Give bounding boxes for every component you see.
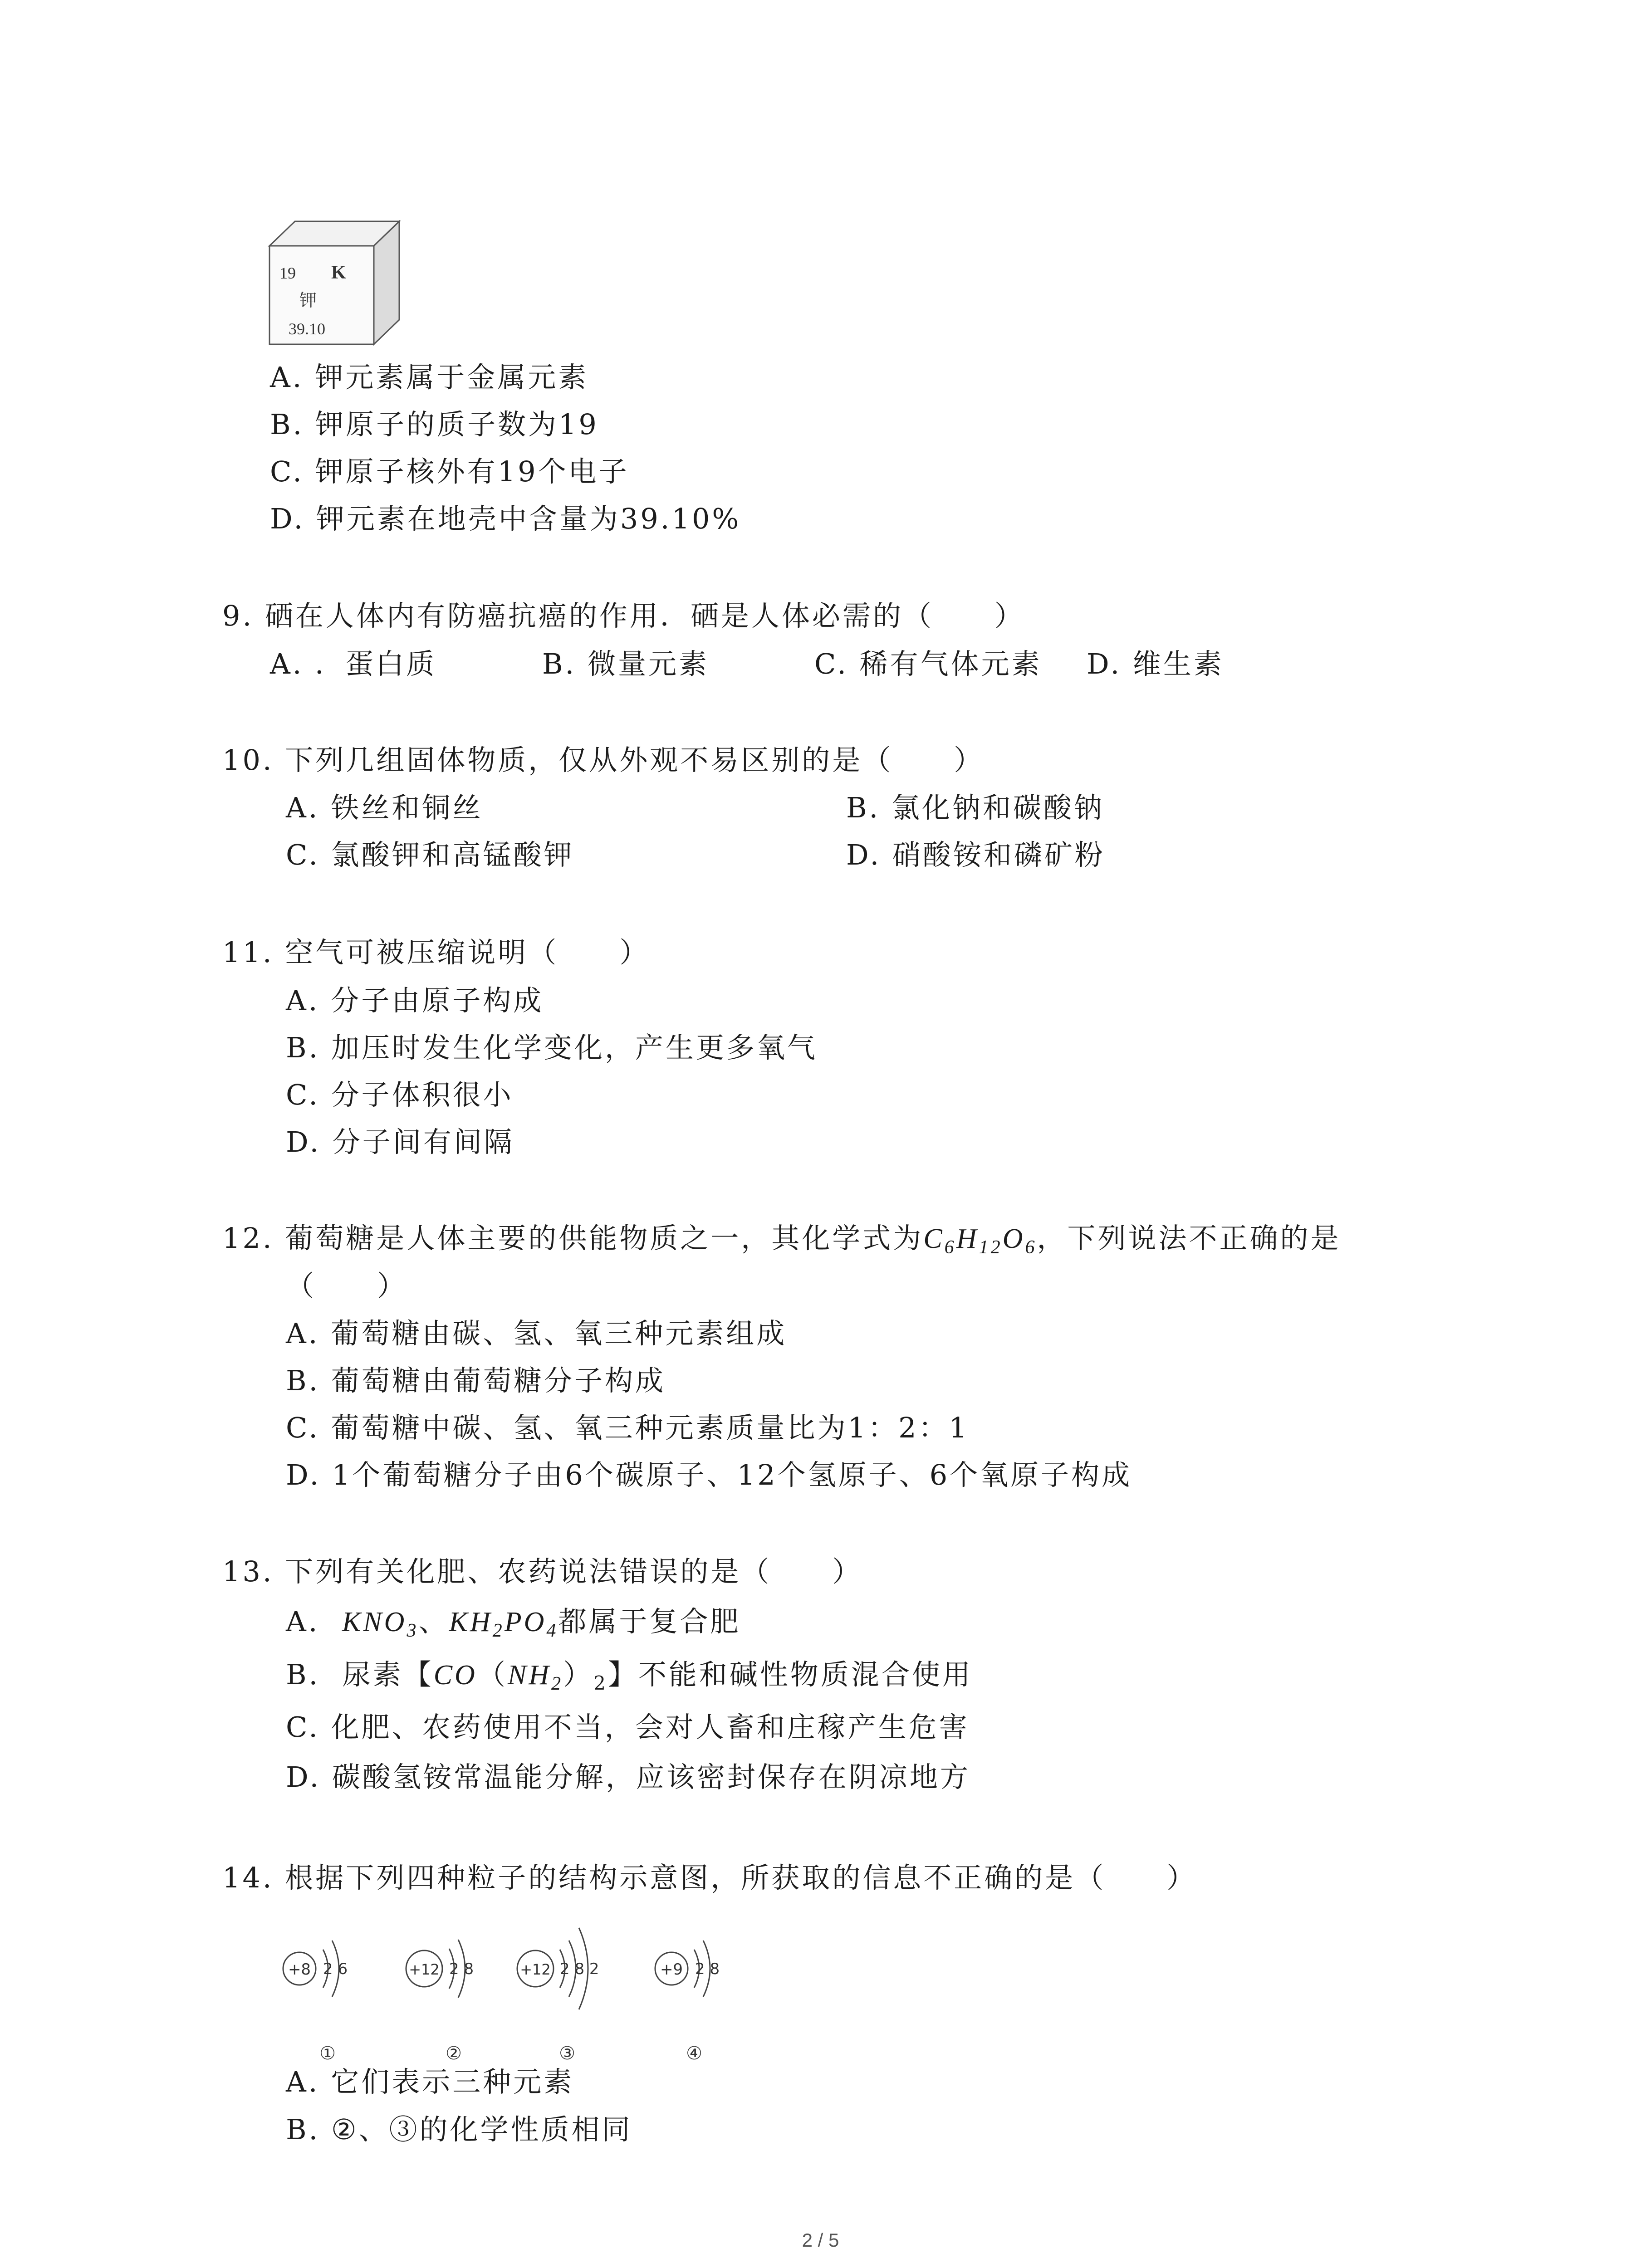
q9-option-c[interactable]: C. 稀有气体元素	[814, 647, 1042, 680]
q12-stem-end: ，下列说法不正确的是	[1037, 1222, 1341, 1255]
q9-option-d[interactable]: D. 维生素	[1087, 647, 1224, 680]
particle-1-label: ①	[319, 2043, 336, 2064]
particle-3-shells: 2 8 2	[560, 1960, 599, 1978]
particle-1-shells: 2 6	[323, 1960, 348, 1978]
q10-option-d[interactable]: D. 硝酸铵和磷矿粉	[846, 838, 1105, 871]
q12-option-b[interactable]: B. 葡萄糖由葡萄糖分子构成	[286, 1364, 666, 1397]
urea-formula: CO	[433, 1660, 477, 1691]
q9-option-a[interactable]: A. ．蛋白质	[270, 647, 437, 680]
glucose-formula: $C_6H_{12}O_6$	[923, 1223, 1037, 1258]
particle-2-label: ②	[446, 2043, 462, 2064]
q12-option-c[interactable]: C. 葡萄糖中碳、氢、氧三种元素质量比为1：2：1	[286, 1411, 969, 1444]
q12-option-d[interactable]: D. 1个葡萄糖分子由6个碳原子、12个氢原子、6个氧原子构成	[286, 1458, 1132, 1491]
q14-option-b[interactable]: B. ②、③的化学性质相同	[286, 2113, 632, 2146]
q14-option-a[interactable]: A. 它们表示三种元素	[286, 2065, 574, 2098]
kh2po4-formula: $KH_2PO_4$	[449, 1607, 558, 1641]
q13-option-a-prefix: A.	[286, 1605, 342, 1638]
element-number: 19	[279, 264, 296, 282]
q11-stem: 11. 空气可被压缩说明（ ）	[222, 936, 650, 969]
q9-option-b[interactable]: B. 微量元素	[542, 647, 709, 680]
particle-1-nucleus: +8	[288, 1960, 311, 1979]
page-number: 2 / 5	[802, 2229, 839, 2251]
particle-4-shells: 2 8	[695, 1960, 720, 1978]
particle-4-nucleus: +9	[660, 1960, 683, 1979]
q12-answer-blank: （ ）	[286, 1269, 408, 1302]
q13-option-b[interactable]: B. 尿素【$CO(NH_2)_2$】不能和碱性物质混合使用	[286, 1658, 973, 1694]
q10-option-a[interactable]: A. 铁丝和铜丝	[286, 791, 483, 824]
particle-3-label: ③	[559, 2043, 575, 2064]
element-symbol: K	[331, 262, 346, 283]
q13-option-d[interactable]: D. 碳酸氢铵常温能分解，应该密封保存在阴凉地方	[286, 1760, 970, 1794]
q10-stem: 10. 下列几组固体物质，仅从外观不易区别的是（ ）	[222, 743, 985, 777]
q13-option-a[interactable]	[286, 1603, 740, 1640]
q8-option-b[interactable]: B. 钾原子的质子数为19	[270, 408, 599, 441]
q8-option-d[interactable]: D. 钾元素在地壳中含量为39.10%	[270, 502, 741, 535]
element-mass: 39.10	[289, 320, 325, 338]
q13-option-a-suffix: 都属于复合肥	[558, 1605, 741, 1638]
q13-option-c[interactable]: C. 化肥、农药使用不当，会对人畜和庄稼产生危害	[286, 1711, 970, 1744]
particle-4-label: ④	[686, 2043, 702, 2064]
q10-option-c[interactable]: C. 氯酸钾和高锰酸钾	[286, 838, 574, 871]
q14-stem: 14. 根据下列四种粒子的结构示意图，所获取的信息不正确的是（ ）	[222, 1861, 1197, 1894]
q13-option-b-suffix: 】不能和碱性物质混合使用	[607, 1658, 973, 1691]
particle-structure-diagrams	[272, 1910, 753, 2064]
q10-option-b[interactable]: B. 氯化钠和碳酸钠	[846, 791, 1104, 824]
element-box-figure	[263, 218, 408, 349]
q12-stem-start: 12. 葡萄糖是人体主要的供能物质之一，其化学式为	[222, 1222, 924, 1255]
q13-option-a-sep: 、	[418, 1605, 449, 1638]
particle-3-nucleus: +12	[520, 1961, 551, 1978]
particle-2-nucleus: +12	[409, 1961, 440, 1978]
q12-stem	[222, 1220, 1341, 1257]
q11-option-c[interactable]: C. 分子体积很小	[286, 1078, 514, 1111]
q12-option-a[interactable]: A. 葡萄糖由碳、氢、氧三种元素组成	[286, 1317, 787, 1350]
kno3-formula: $KNO_3$	[342, 1607, 419, 1641]
q11-option-a[interactable]: A. 分子由原子构成	[286, 984, 544, 1017]
q8-option-c[interactable]: C. 钾原子核外有19个电子	[270, 455, 629, 488]
q13-option-b-prefix: B. 尿素【	[286, 1658, 434, 1691]
element-name: 钾	[299, 290, 317, 310]
q11-option-b[interactable]: B. 加压时发生化学变化，产生更多氧气	[286, 1031, 818, 1064]
q8-option-a[interactable]: A. 钾元素属于金属元素	[270, 361, 589, 394]
q13-stem: 13. 下列有关化肥、农药说法错误的是（ ）	[222, 1555, 863, 1588]
q11-option-d[interactable]: D. 分子间有间隔	[286, 1125, 514, 1158]
q9-stem: 9. 硒在人体内有防癌抗癌的作用．硒是人体必需的（ ）	[222, 599, 1025, 632]
particle-2-shells: 2 8	[449, 1960, 474, 1978]
